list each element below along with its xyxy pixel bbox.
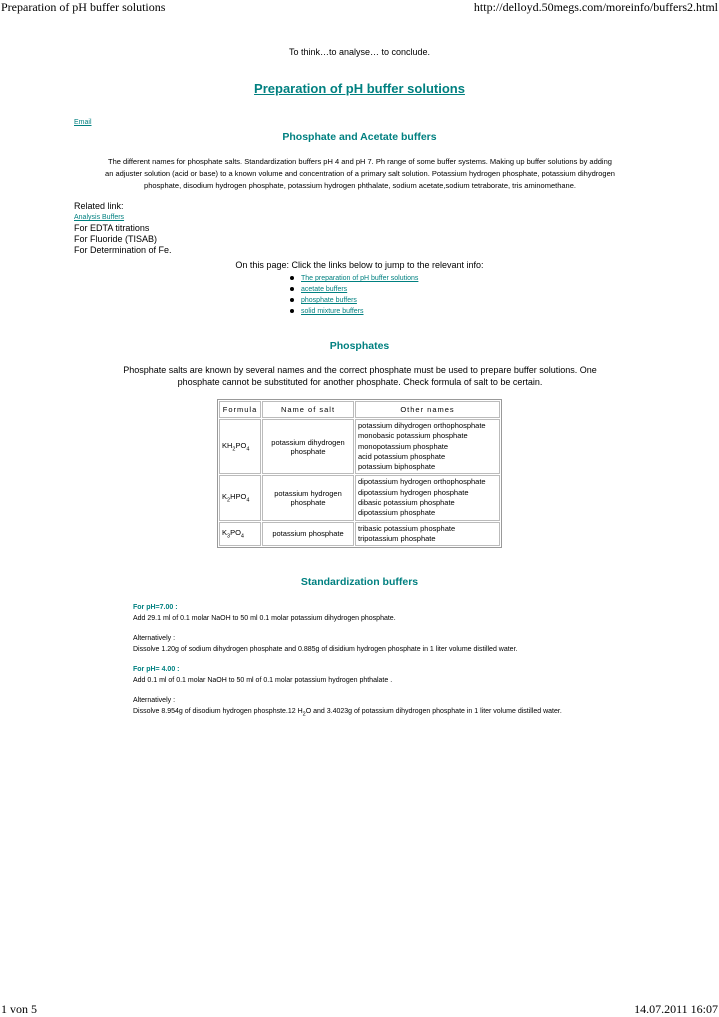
analysis-buffers-link[interactable]: Analysis Buffers: [74, 214, 125, 221]
list-item: [289, 273, 418, 284]
toc-link-phosphate[interactable]: phosphate buffers: [301, 297, 357, 304]
related-links: [74, 201, 172, 256]
toc-link-solid-mixture[interactable]: solid mixture buffers: [301, 308, 364, 315]
alt1-text: Dissolve 1.20g of sodium dihydrogen phosphate and 0.885g of disidium hydrogen phosphate in 1 liter volume distilled water.: [133, 645, 518, 653]
list-item: [289, 306, 418, 317]
table-row: [219, 522, 500, 547]
table-row: [219, 419, 500, 474]
toc-link-acetate[interactable]: acetate buffers: [301, 286, 348, 293]
salt-name-cell: potassium hydrogen phosphate: [262, 475, 354, 520]
related-item: For EDTA titrations: [74, 223, 150, 233]
formula-cell: $KH_2PO_4$: [219, 419, 261, 474]
email-link[interactable]: Email: [74, 119, 92, 126]
print-header: [0, 0, 719, 16]
section-heading-standardization: Standardization buffers: [300, 576, 419, 588]
list-item: [289, 284, 418, 295]
print-timestamp: 14.07.2011 16:07: [634, 1002, 718, 1016]
formula-cell: $K_2HPO_4$: [219, 475, 261, 520]
print-header-title: Preparation of pH buffer solutions: [1, 0, 166, 14]
print-footer: [0, 1002, 719, 1017]
standardization-instructions: [133, 603, 593, 719]
table-row: [219, 475, 500, 520]
header-formula: Formula: [219, 401, 261, 418]
header-other-names: Other names: [355, 401, 500, 418]
related-item: For Determination of Fe.: [74, 245, 172, 255]
toc-link-preparation[interactable]: The preparation of pH buffer solutions: [301, 275, 419, 282]
salt-name-cell: potassium phosphate: [262, 522, 354, 547]
intro-paragraph: The different names for phosphate salts. Standardization buffers pH 4 and pH 7. Ph range of some buffer systems. Making up buffer solutions by adding an adjuster solution (acid or base) to a known volume and concentration of a primary salt solution. Potassium hydrogen phosphate, potassium dihydrogen phosphate, disodium hydrogen phosphate, potassium hydrogen phthalate, sodium acetate,sodium tetraborate, tris aminomethane.: [105, 157, 615, 190]
list-item: [289, 295, 418, 306]
alt1-label: Alternatively :: [133, 635, 176, 642]
page-number: 1 von 5: [1, 1002, 37, 1016]
print-header-url: http://delloyd.50megs.com/moreinfo/buffers2.html: [473, 0, 718, 14]
related-heading: Related link:: [74, 201, 124, 211]
header-name-of-salt: Name of salt: [262, 401, 354, 418]
ph4-text: Add 0.1 ml of 0.1 molar NaOH to 50 ml of 0.1 molar potassium hydrogen phthalate .: [133, 676, 393, 684]
on-this-page-text: On this page: Click the links below to jump to the relevant info:: [235, 260, 484, 270]
other-names-cell: tribasic potassium phosphate tripotassium phosphate: [355, 522, 500, 547]
related-item: For Fluoride (TISAB): [74, 234, 158, 244]
toc-list: [289, 273, 418, 317]
table-header-row: [219, 401, 500, 418]
alt2-label: Alternatively :: [133, 697, 176, 704]
formula-cell: $K_3PO_4$: [219, 522, 261, 547]
page-title[interactable]: Preparation of pH buffer solutions: [254, 81, 465, 96]
other-names-cell: potassium dihydrogen orthophosphate monobasic potassium phosphate monopotassium phosphate acid potassium phosphate potassium biphosphate: [355, 419, 500, 474]
phosphates-paragraph: Phosphate salts are known by several names and the correct phosphate must be used to prepare buffer solutions. One phosphate cannot be substituted for another phosphate. Check formula of salt to be certain.: [123, 365, 597, 387]
ph7-label: For pH=7.00 :: [133, 604, 178, 611]
ph4-label: For pH= 4.00 :: [133, 666, 180, 673]
tagline: To think…to analyse… to conclude.: [288, 47, 431, 57]
section-heading-phosphate-acetate: Phosphate and Acetate buffers: [282, 131, 437, 143]
alt2-text: Dissolve 8.954g of disodium hydrogen phosphste.12 $H_2O$ and 3.4023g of potassium dihydrogen phosphate in 1 liter volume distilled water.: [133, 707, 562, 717]
salt-name-cell: potassium dihydrogen phosphate: [262, 419, 354, 474]
section-heading-phosphates: Phosphates: [329, 340, 390, 352]
other-names-cell: dipotassium hydrogen orthophosphate dipotassium hydrogen phosphate dibasic potassium phosphate dipotassium phosphate: [355, 475, 500, 520]
phosphate-salts-table: [217, 399, 502, 548]
ph7-text: Add 29.1 ml of 0.1 molar NaOH to 50 ml 0.1 molar potassium dihydrogen phosphate.: [133, 614, 396, 622]
